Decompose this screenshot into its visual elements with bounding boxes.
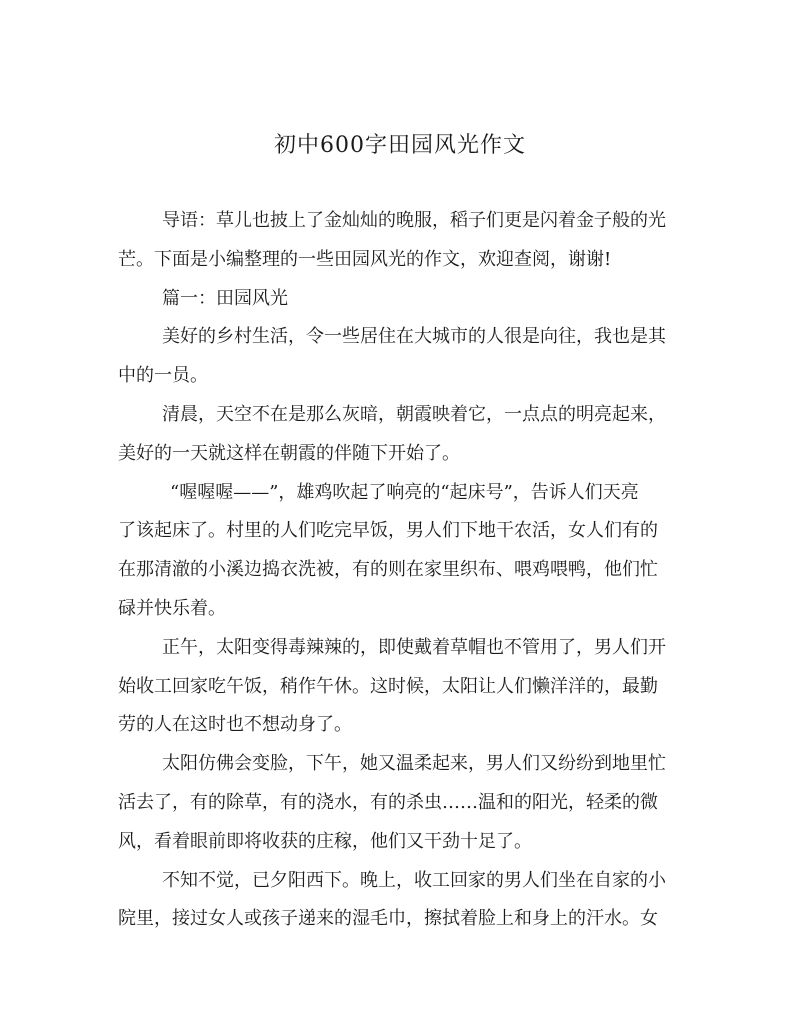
paragraph-1-line-1: 美好的乡村生活，令一些居住在大城市的人很是向往，我也是其	[162, 326, 666, 348]
paragraph-5-line-2: 活去了，有的除草，有的浇水，有的杀虫……温和的阳光，轻柔的微	[118, 791, 658, 813]
intro-line-2: 芒。下面是小编整理的一些田园风光的作文，欢迎查阅，谢谢!	[118, 248, 612, 270]
paragraph-2-line-1: 清晨，天空不在是那么灰暗，朝霞映着它，一点点的明亮起来，	[162, 403, 666, 425]
paragraph-5-line-3: 风，看着眼前即将收获的庄稼，他们又干劲十足了。	[118, 830, 532, 852]
section-heading: 篇一：田园风光	[162, 287, 288, 309]
paragraph-4-line-1: 正午，太阳变得毒辣辣的，即使戴着草帽也不管用了，男人们开	[162, 636, 666, 658]
paragraph-3-line-1: “喔喔喔——”，雄鸡吹起了响亮的“起床号”，告诉人们天亮	[170, 481, 639, 503]
document-title: 初中600字田园风光作文	[274, 133, 526, 158]
paragraph-3-line-2: 了该起床了。村里的人们吃完早饭，男人们下地干农活，女人们有的	[118, 520, 658, 542]
paragraph-1-line-2: 中的一员。	[118, 365, 208, 387]
document-body	[118, 202, 690, 939]
intro-line-1: 导语：草儿也披上了金灿灿的晚服，稻子们更是闪着金子般的光	[162, 210, 666, 231]
paragraph-2-line-2: 美好的一天就这样在朝霞的伴随下开始了。	[118, 442, 460, 464]
paragraph-4-line-2: 始收工回家吃午饭，稍作午休。这时候，太阳让人们懒洋洋的，最勤	[118, 675, 658, 697]
paragraph-3-line-3: 在那清澈的小溪边捣衣洗被，有的则在家里织布、喂鸡喂鸭，他们忙	[118, 559, 658, 581]
paragraph-4-line-3: 劳的人在这时也不想动身了。	[118, 714, 352, 736]
paragraph-6-line-2: 院里，接过女人或孩子递来的湿毛巾，擦拭着脸上和身上的汗水。女	[118, 908, 658, 930]
paragraph-5-line-1: 太阳仿佛会变脸，下午，她又温柔起来，男人们又纷纷到地里忙	[162, 753, 666, 775]
paragraph-6-line-1: 不知不觉，已夕阳西下。晚上，收工回家的男人们坐在自家的小	[162, 869, 666, 891]
paragraph-3-line-4: 碌并快乐着。	[118, 597, 226, 619]
